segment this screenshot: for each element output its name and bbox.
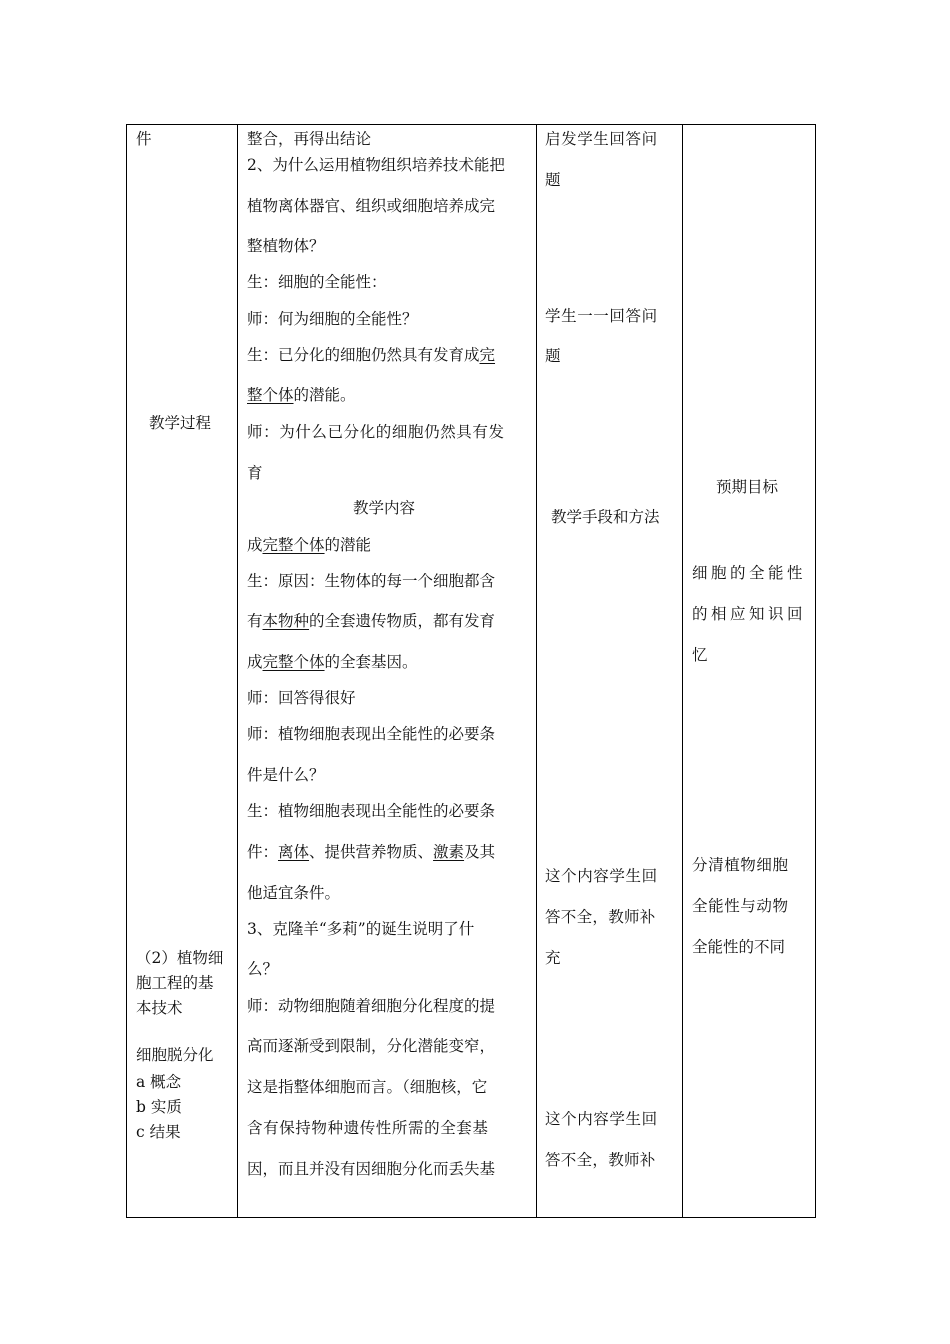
- column-header-content: 教学内容: [353, 499, 416, 517]
- content-line: 整合，再得出结论: [247, 130, 372, 148]
- goal-line: 细胞的全能性: [692, 564, 807, 582]
- goal-line: 忆: [692, 646, 708, 664]
- content-line: 他适宜条件。: [247, 884, 341, 902]
- method-line: 题: [545, 171, 561, 189]
- content-line: 师：动物细胞随着细胞分化程度的提: [247, 997, 496, 1015]
- section-title: （2）植物细 胞工程的基 本技术: [136, 949, 224, 1017]
- content-line: 植物离体器官、组织或细胞培养成完: [247, 197, 496, 215]
- fragment-text: 件: [136, 130, 152, 148]
- sub-items: a 概念 b 实质 c 结果: [136, 1073, 182, 1141]
- content-line: 因，而且并没有因细胞分化而丢失基: [247, 1160, 496, 1178]
- content-line: 高而逐渐受到限制，分化潜能变窄，: [247, 1037, 496, 1055]
- content-line: 生：已分化的细胞仍然具有发育成完: [247, 346, 496, 364]
- column-goals: [682, 125, 815, 1217]
- content-line: 有本物种的全套遗传物质，都有发育: [247, 612, 496, 630]
- column-topic: [127, 125, 237, 1217]
- content-line: 成完整个体的潜能: [247, 536, 372, 554]
- content-line: 师：何为细胞的全能性？: [247, 310, 418, 328]
- process-label: 教学过程: [149, 414, 212, 432]
- goal-line: 全能性的不同: [692, 938, 786, 956]
- goal-line: 全能性与动物: [692, 897, 789, 915]
- goal-line: 分清植物细胞: [692, 856, 789, 874]
- method-line: 答不全，教师补: [545, 1151, 656, 1169]
- goal-line: 的相应知识回: [692, 605, 807, 623]
- column-content: [237, 125, 536, 1217]
- lesson-plan-table: [126, 124, 816, 1218]
- content-line: 么？: [247, 960, 279, 978]
- method-line: 这个内容学生回: [545, 1110, 658, 1128]
- column-header-goals: 预期目标: [716, 478, 779, 496]
- method-line: 这个内容学生回: [545, 867, 658, 885]
- content-line: 师：为什么已分化的细胞仍然具有发: [247, 423, 505, 441]
- method-line: 充: [545, 949, 561, 967]
- content-line: 这是指整体细胞而言。（细胞核，它: [247, 1078, 488, 1096]
- content-line: 育: [247, 464, 263, 482]
- content-line: 生：植物细胞表现出全能性的必要条: [247, 802, 496, 820]
- content-line: 整植物体？: [247, 237, 325, 255]
- method-line: 学生一一回答问: [545, 307, 658, 325]
- method-line: 题: [545, 347, 561, 365]
- content-line: 师：植物细胞表现出全能性的必要条: [247, 725, 496, 743]
- column-methods: [536, 125, 682, 1217]
- content-line: 师：回答得很好: [247, 689, 356, 707]
- content-line: 2、为什么运用植物组织培养技术能把: [247, 156, 505, 174]
- content-line: 件是什么？: [247, 766, 325, 784]
- sub-title: 细胞脱分化: [136, 1046, 214, 1064]
- content-line: 成完整个体的全套基因。: [247, 653, 418, 671]
- content-line: 生：原因：生物体的每一个细胞都含: [247, 572, 496, 590]
- content-line: 含有保持物种遗传性所需的全套基: [247, 1119, 489, 1137]
- content-line: 生：细胞的全能性：: [247, 273, 387, 291]
- column-header-methods: 教学手段和方法: [551, 508, 660, 526]
- method-line: 答不全，教师补: [545, 908, 656, 926]
- method-line: 启发学生回答问: [545, 130, 658, 148]
- content-line: 件：离体、提供营养物质、激素及其: [247, 843, 496, 861]
- content-line: 整个体的潜能。: [247, 386, 356, 404]
- content-line: 3、克隆羊“多莉”的诞生说明了什: [247, 920, 475, 938]
